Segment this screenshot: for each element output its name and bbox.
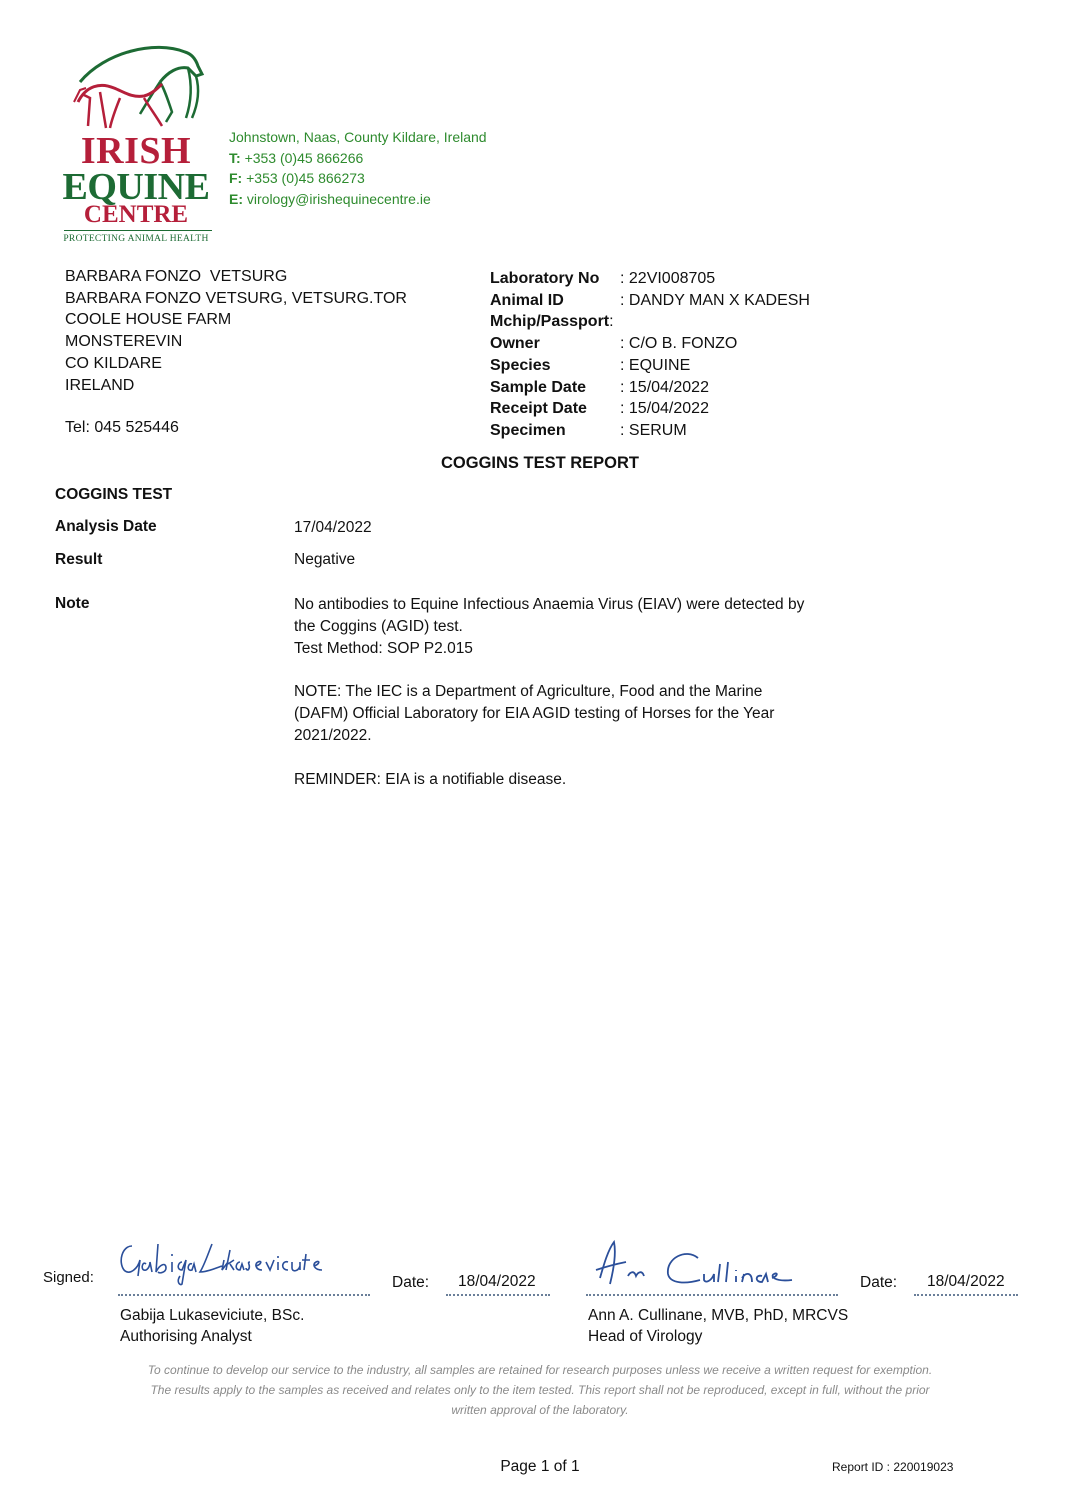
specimen-label: Specimen bbox=[490, 421, 566, 439]
animal-id-label: Animal ID bbox=[490, 291, 564, 309]
contact-block bbox=[229, 127, 487, 209]
client-address-line: COOLE HOUSE FARM bbox=[65, 311, 232, 329]
client-address-line: CO KILDARE bbox=[65, 354, 162, 372]
disclaimer bbox=[0, 1360, 1080, 1420]
receipt-date-row bbox=[490, 398, 810, 420]
signature-2-date-label: Date: bbox=[860, 1274, 898, 1291]
result-value: Negative bbox=[294, 551, 356, 568]
signature-2-line bbox=[586, 1294, 838, 1296]
result-label: Result bbox=[55, 551, 103, 568]
signed-label: Signed: bbox=[43, 1269, 94, 1286]
signature-1-icon bbox=[116, 1236, 336, 1286]
owner-value: : C/O B. FONZO bbox=[620, 335, 738, 353]
signer-1-title: Authorising Analyst bbox=[120, 1327, 252, 1345]
signer-2-name: Ann A. Cullinane, MVB, PhD, MRCVS bbox=[588, 1307, 849, 1324]
disclaimer-line: The results apply to the samples as received and relates only to the item tested. This report shall not be reproduced, except in full, without the prior bbox=[150, 1383, 930, 1397]
note-line: (DAFM) Official Laboratory for EIA AGID testing of Horses for the Year bbox=[294, 705, 775, 723]
logo-irish: IRISH bbox=[80, 130, 192, 172]
contact-fax: F: +353 (0)45 866273 bbox=[229, 170, 365, 186]
mchip-label: Mchip/Passport bbox=[490, 313, 610, 331]
note-paragraph bbox=[294, 594, 854, 659]
signature-1-date-label: Date: bbox=[392, 1274, 430, 1291]
analysis-date-value: 17/04/2022 bbox=[294, 519, 372, 536]
note-line: 2021/2022. bbox=[294, 726, 372, 744]
client-address-line: IRELAND bbox=[65, 376, 135, 394]
laboratory-no-row bbox=[490, 268, 810, 290]
animal-id-row bbox=[490, 290, 810, 312]
test-heading: COGGINS TEST bbox=[55, 486, 173, 503]
signer-1-name: Gabija Lukaseviciute, BSc. bbox=[120, 1307, 305, 1324]
note-label: Note bbox=[55, 595, 90, 612]
client-phone: Tel: 045 525446 bbox=[65, 419, 179, 437]
logo-equine: EQUINE bbox=[62, 166, 210, 208]
disclaimer-line: written approval of the laboratory. bbox=[451, 1403, 629, 1417]
specimen-row bbox=[490, 420, 810, 442]
client-address bbox=[65, 266, 407, 439]
signature-1-date-line bbox=[446, 1294, 550, 1296]
disclaimer-line: To continue to develop our service to the industry, all samples are retained for research purposes unless we receive a written request for exemption. bbox=[147, 1363, 933, 1377]
logo-tagline: PROTECTING ANIMAL HEALTH bbox=[63, 234, 209, 244]
receipt-date-value: : 15/04/2022 bbox=[620, 400, 709, 418]
analysis-date-label: Analysis Date bbox=[55, 518, 157, 535]
irish-equine-centre-logo bbox=[60, 42, 218, 252]
specimen-value: : SERUM bbox=[620, 421, 687, 439]
page-number: Page 1 of 1 bbox=[500, 1458, 580, 1475]
client-address-line: BARBARA FONZO VETSURG, VETSURG.TOR bbox=[65, 289, 407, 307]
animal-id-value: : DANDY MAN X KADESH bbox=[620, 291, 810, 309]
note-line: No antibodies to Equine Infectious Anaemia Virus (EIAV) were detected by bbox=[294, 596, 805, 613]
client-address-line: MONSTEREVIN bbox=[65, 333, 183, 351]
note-line: REMINDER: EIA is a notifiable disease. bbox=[294, 770, 567, 788]
logo-divider bbox=[64, 230, 212, 231]
signer-1-block bbox=[120, 1306, 304, 1347]
mchip-row bbox=[490, 311, 810, 333]
species-label: Species bbox=[490, 356, 551, 374]
signature-2-date-line bbox=[914, 1294, 1018, 1296]
sample-details bbox=[490, 268, 810, 442]
note-line: NOTE: The IEC is a Department of Agriculture, Food and the Marine bbox=[294, 683, 763, 701]
sample-date-row bbox=[490, 377, 810, 399]
signature-2-date: 18/04/2022 bbox=[927, 1273, 1005, 1290]
note-paragraph bbox=[294, 769, 854, 791]
note-line: the Coggins (AGID) test. bbox=[294, 617, 463, 635]
signer-2-block bbox=[588, 1306, 848, 1347]
species-value: : EQUINE bbox=[620, 356, 691, 374]
sample-date-value: : 15/04/2022 bbox=[620, 378, 709, 396]
horse-logo-icon bbox=[60, 42, 218, 134]
report-id: Report ID : 220019023 bbox=[832, 1460, 954, 1474]
signature-1-date: 18/04/2022 bbox=[458, 1273, 536, 1290]
signature-2-icon bbox=[586, 1234, 806, 1292]
client-address-line: BARBARA FONZO VETSURG bbox=[65, 268, 288, 285]
receipt-date-label: Receipt Date bbox=[490, 400, 587, 418]
owner-label: Owner bbox=[490, 335, 540, 353]
laboratory-no-label: Laboratory No bbox=[490, 270, 600, 287]
contact-phone: T: +353 (0)45 866266 bbox=[229, 149, 364, 166]
sample-date-label: Sample Date bbox=[490, 378, 587, 396]
signature-1-line bbox=[118, 1294, 370, 1296]
species-row bbox=[490, 355, 810, 377]
note-paragraph bbox=[294, 681, 854, 746]
note-line: Test Method: SOP P2.015 bbox=[294, 639, 473, 657]
owner-row bbox=[490, 333, 810, 355]
report-title: COGGINS TEST REPORT bbox=[440, 454, 640, 472]
laboratory-no-value: : 22VI008705 bbox=[620, 270, 716, 287]
contact-email: E: virology@irishequinecentre.ie bbox=[229, 190, 431, 207]
mchip-value: : bbox=[609, 313, 614, 331]
logo-centre: CENTRE bbox=[83, 201, 189, 228]
note-text bbox=[294, 594, 854, 813]
signer-2-title: Head of Virology bbox=[588, 1327, 703, 1345]
contact-address: Johnstown, Naas, County Kildare, Ireland bbox=[229, 129, 487, 145]
